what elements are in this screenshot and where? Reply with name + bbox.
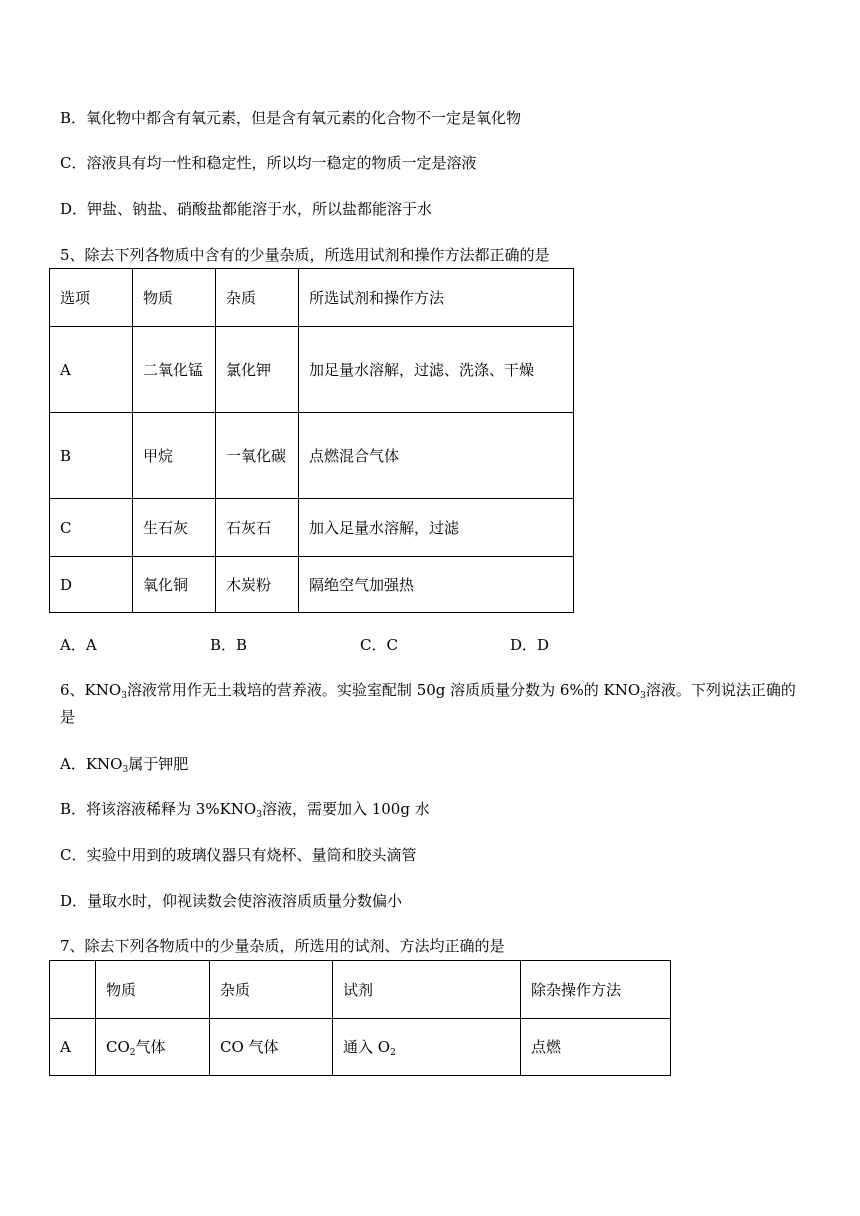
header-cell: 物质 (133, 269, 216, 327)
q5-option-a: A．A (60, 636, 97, 654)
q6-stem: 6、$KNO_3$溶液常用作无土栽培的营养液。实验室配制 50g 溶质质量分数为 6%的 $KNO_3$溶液。下列说法正确的是 (60, 681, 796, 726)
table-cell: C (50, 499, 133, 557)
table-cell: 石灰石 (216, 499, 299, 557)
header-cell: 试剂 (333, 961, 521, 1019)
q6-option-d: D．量取水时，仰视读数会使溶液溶质质量分数偏小 (60, 892, 403, 910)
table-row (50, 499, 574, 557)
header-cell: 物质 (96, 961, 210, 1019)
table-cell: 点燃混合气体 (299, 413, 574, 499)
table-cell: 隔绝空气加强热 (299, 557, 574, 613)
q6-option-a: A．$KNO_3$属于钾肥 (60, 755, 189, 775)
q5-option-c: C．C (360, 636, 398, 654)
table-cell: A (50, 1019, 96, 1076)
table-cell: A (50, 327, 133, 413)
table-cell: CO 气体 (210, 1019, 333, 1076)
table-row (50, 557, 574, 613)
table-cell: 加入足量水溶解，过滤 (299, 499, 574, 557)
q4-option-b: B．氧化物中都含有氧元素，但是含有氧元素的化合物不一定是氧化物 (60, 109, 522, 127)
header-cell: 除杂操作方法 (521, 961, 671, 1019)
q5-option-b: B．B (210, 636, 248, 654)
table-row (50, 413, 574, 499)
q5-stem: 5、除去下列各物质中含有的少量杂质，所选用试剂和操作方法都正确的是 (60, 246, 550, 264)
q7-stem: 7、除去下列各物质中的少量杂质，所选用的试剂、方法均正确的是 (60, 937, 505, 955)
table-cell: 木炭粉 (216, 557, 299, 613)
q4-option-d: D．钾盐、钠盐、硝酸盐都能溶于水，所以盐都能溶于水 (60, 200, 433, 218)
table-cell: 甲烷 (133, 413, 216, 499)
header-cell: 所选试剂和操作方法 (299, 269, 574, 327)
table-header-row (50, 269, 574, 327)
table-header-row (50, 961, 671, 1019)
q5-option-d: D．D (510, 636, 550, 654)
table-cell: B (50, 413, 133, 499)
table-cell: $CO_2$气体 (96, 1019, 210, 1076)
table-row (50, 327, 574, 413)
table-cell: 氯化钾 (216, 327, 299, 413)
q4-option-c: C．溶液具有均一性和稳定性，所以均一稳定的物质一定是溶液 (60, 154, 477, 172)
table-cell: 氧化铜 (133, 557, 216, 613)
table-row (50, 1019, 671, 1076)
table-cell: 二氧化锰 (133, 327, 216, 413)
header-cell (50, 961, 96, 1019)
q6-option-b: B．将该溶液稀释为 $3\%KNO_3$溶液，需要加入 100g 水 (60, 800, 430, 820)
header-cell: 杂质 (216, 269, 299, 327)
table-cell: 生石灰 (133, 499, 216, 557)
q7-table (49, 960, 671, 1076)
q6-option-c: C．实验中用到的玻璃仪器只有烧杯、量筒和胶头滴管 (60, 846, 417, 864)
header-cell: 杂质 (210, 961, 333, 1019)
table-cell: 点燃 (521, 1019, 671, 1076)
table-cell: 加足量水溶解，过滤、洗涤、干燥 (299, 327, 574, 413)
table-cell: 通入 $O_2$ (333, 1019, 521, 1076)
q5-table (49, 268, 574, 613)
table-cell: D (50, 557, 133, 613)
q5-options (60, 635, 660, 655)
header-cell: 选项 (50, 269, 133, 327)
table-cell: 一氧化碳 (216, 413, 299, 499)
